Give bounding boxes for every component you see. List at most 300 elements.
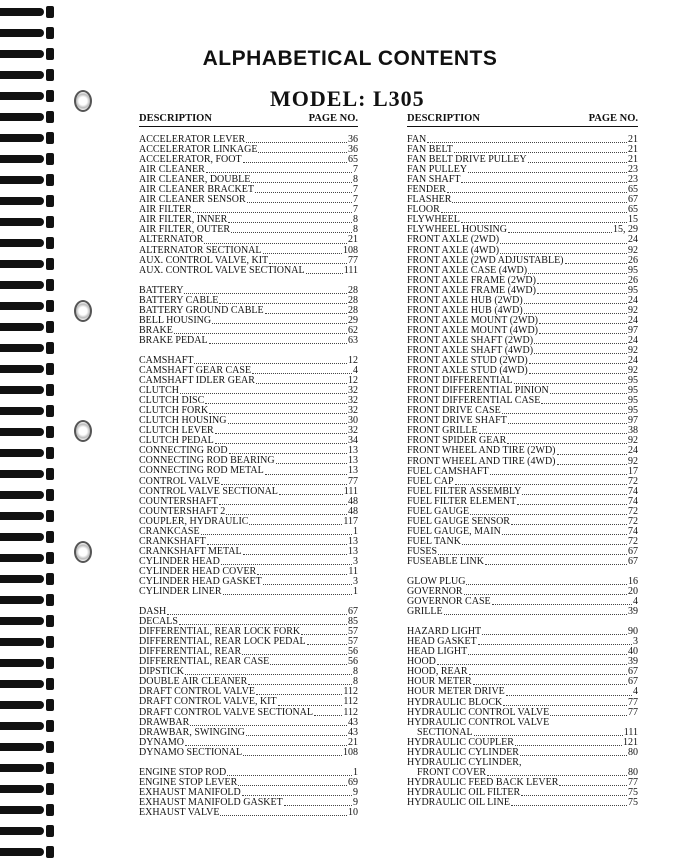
entry-description: FUEL FILTER ELEMENT [407, 495, 517, 507]
coil-hole [46, 384, 54, 396]
binding-coil [0, 132, 56, 144]
binding-coil [0, 762, 56, 774]
entry-page-number: 39 [628, 606, 638, 618]
dot-leader [252, 373, 352, 374]
entry-page-number: 85 [348, 616, 358, 628]
dot-leader [514, 383, 627, 384]
entry-page-number: 32 [348, 405, 358, 417]
binding-coil [0, 783, 56, 795]
coil-wire [0, 680, 44, 688]
entry-description: DRAFT CONTROL VALVE SECTIONAL [139, 706, 313, 718]
coil-hole [46, 615, 54, 627]
entry-page-number: 13 [348, 465, 358, 477]
entry-page-number: 80 [628, 766, 638, 778]
dot-leader [212, 323, 347, 324]
entry-description: HOUR METER DRIVE [407, 686, 505, 698]
entry-page-number: 34 [348, 435, 358, 447]
entry-page-number: 3 [353, 575, 358, 587]
entry-page-number: 9 [353, 796, 358, 808]
entry-page-number: 32 [348, 425, 358, 437]
dot-leader [438, 554, 627, 555]
entry-page-number: 23 [628, 174, 638, 186]
binding-coil [0, 174, 56, 186]
binding-coil [0, 321, 56, 333]
entry-description: CYLINDER HEAD [139, 555, 220, 567]
binding-coil [0, 804, 56, 816]
dot-leader [209, 343, 347, 344]
coil-hole [46, 342, 54, 354]
binding-coil [0, 594, 56, 606]
entry-description: FUEL CAP [407, 475, 454, 487]
binding-coil [0, 6, 56, 18]
index-entry [139, 587, 358, 597]
dot-leader [537, 293, 627, 294]
entry-page-number: 57 [348, 626, 358, 638]
dot-leader [454, 152, 627, 153]
coil-hole [46, 111, 54, 123]
dot-leader [219, 504, 347, 505]
page-title: ALPHABETICAL CONTENTS [202, 47, 498, 70]
dot-leader [490, 474, 627, 475]
dot-leader [520, 755, 627, 756]
binding-coil [0, 258, 56, 270]
dot-leader [248, 684, 352, 685]
entry-page-number: 67 [628, 676, 638, 688]
entry-description: COUNTERSHAFT [139, 495, 218, 507]
entry-description: HOOD, REAR [407, 666, 468, 678]
entry-description: ACCELERATOR, FOOT [139, 154, 242, 166]
entry-page-number: 21 [348, 234, 358, 246]
index-list-left [139, 135, 358, 818]
entry-page-number: 4 [353, 364, 358, 376]
entry-page-number: 7 [353, 204, 358, 216]
entry-description: AIR FILTER, OUTER [139, 224, 231, 236]
coil-wire [0, 176, 44, 184]
entry-page-number: 108 [343, 244, 358, 256]
entry-page-number: 32 [348, 385, 358, 397]
entry-description: FUSEABLE LINK [407, 555, 484, 567]
coil-hole [46, 363, 54, 375]
coil-wire [0, 239, 44, 247]
entry-description: AUX. CONTROL VALVE, KIT [139, 254, 269, 266]
dot-leader [255, 192, 352, 193]
entry-description: CONTROL VALVE SECTIONAL [139, 485, 278, 497]
entry-page-number: 72 [628, 505, 638, 517]
index-column-left [139, 113, 358, 818]
coil-wire [0, 512, 44, 520]
entry-page-number: 67 [628, 545, 638, 557]
entry-description: EXHAUST MANIFOLD GASKET [139, 796, 283, 808]
entry-page-number: 21 [628, 134, 638, 145]
coil-wire [0, 491, 44, 499]
entry-description: GOVERNOR [407, 586, 463, 598]
entry-description: CONTROL VALVE [139, 475, 220, 487]
dot-leader [521, 795, 627, 796]
dot-leader [223, 594, 353, 595]
dot-leader [185, 745, 347, 746]
entry-description: HYDRAULIC COUPLER [407, 736, 514, 748]
coil-hole [46, 552, 54, 564]
index-entry [139, 235, 358, 245]
entry-description: BATTERY GROUND CABLE [139, 304, 264, 316]
coil-wire [0, 302, 44, 310]
entry-page-number: 77 [628, 706, 638, 718]
dot-leader [184, 293, 347, 294]
entry-page-number: 92 [628, 455, 638, 467]
entry-description: ACCELERATOR LEVER [139, 134, 246, 145]
entry-page-number: 95 [628, 284, 638, 296]
entry-page-number: 112 [343, 706, 358, 718]
entry-description: HYDRAULIC FEED BACK LEVER [407, 776, 559, 788]
coil-hole [46, 804, 54, 816]
dot-leader [482, 634, 627, 635]
entry-description: FRONT GRILLE [407, 425, 478, 437]
coil-wire [0, 743, 44, 751]
coil-wire [0, 155, 44, 163]
dot-leader [206, 172, 352, 173]
coil-hole [46, 426, 54, 438]
entry-page-number: 1 [353, 525, 358, 537]
binding-coil [0, 825, 56, 837]
entry-description: FUSES [407, 545, 438, 557]
entry-description: CLUTCH [139, 385, 179, 397]
entry-page-number: 21 [348, 736, 358, 748]
dot-leader [270, 664, 347, 665]
dot-leader [226, 514, 347, 515]
entry-page-number: 95 [628, 264, 638, 276]
entry-page-number: 111 [623, 726, 638, 738]
coil-hole [46, 489, 54, 501]
dot-leader [258, 152, 347, 153]
dot-leader [243, 162, 347, 163]
entry-description: FRONT AXLE MOUNT (4WD) [407, 324, 539, 336]
entry-description: CYLINDER HEAD GASKET [139, 575, 262, 587]
entry-description: DIFFERENTIAL, REAR CASE [139, 656, 270, 668]
dot-leader [524, 313, 627, 314]
entry-page-number: 8 [353, 676, 358, 688]
coil-hole [46, 300, 54, 312]
entry-description: FAN BELT DRIVE PULLEY [407, 154, 527, 166]
binding-coil [0, 510, 56, 522]
entry-description: HOOD [407, 656, 436, 668]
dot-leader [427, 142, 627, 143]
entry-page-number: 117 [343, 515, 358, 527]
dot-leader [263, 253, 342, 254]
coil-hole [46, 657, 54, 669]
entry-description: HYDRAULIC CONTROL VALVE [407, 716, 550, 728]
entry-page-number: 15, 29 [613, 224, 638, 236]
coil-hole [46, 321, 54, 333]
entry-page-number: 75 [628, 797, 638, 808]
entry-description: FUEL TANK [407, 535, 461, 547]
dot-leader [441, 212, 627, 213]
entry-description: ALTERNATOR [139, 234, 204, 246]
entry-description: HEAD GASKET [407, 636, 477, 648]
entry-page-number: 90 [628, 626, 638, 638]
dot-leader [263, 584, 352, 585]
dot-leader [229, 453, 347, 454]
dot-leader [469, 674, 627, 675]
entry-page-number: 20 [628, 586, 638, 598]
entry-page-number: 77 [628, 696, 638, 708]
coil-wire [0, 806, 44, 814]
entry-page-number: 95 [628, 375, 638, 387]
entry-page-number: 92 [628, 344, 638, 356]
binding-coil [0, 447, 56, 459]
dot-leader [479, 433, 627, 434]
dot-leader [220, 815, 347, 816]
entry-page-number: 40 [628, 646, 638, 658]
entry-page-number: 43 [348, 726, 358, 738]
entry-description: ACCELERATOR LINKAGE [139, 144, 258, 156]
dot-leader [256, 694, 342, 695]
entry-description: FRONT AXLE SHAFT (4WD) [407, 344, 534, 356]
entry-page-number: 8 [353, 666, 358, 678]
entry-description: FRONT DRIVE SHAFT [407, 415, 507, 427]
entry-description: FRONT AXLE STUD (2WD) [407, 355, 528, 367]
coil-wire [0, 407, 44, 415]
entry-page-number: 39 [628, 656, 638, 668]
punch-hole [74, 420, 92, 442]
dot-leader [537, 283, 627, 284]
punch-hole [74, 90, 92, 112]
entry-page-number: 95 [628, 395, 638, 407]
binding-coil [0, 405, 56, 417]
entry-description: DRAFT CONTROL VALVE [139, 686, 255, 698]
dot-leader [205, 403, 347, 404]
coil-hole [46, 153, 54, 165]
entry-page-number: 23 [628, 164, 638, 176]
dot-leader [539, 333, 627, 334]
entry-description: HYDRAULIC CONTROL VALVE [407, 706, 550, 718]
entry-page-number: 69 [348, 776, 358, 788]
coil-wire [0, 701, 44, 709]
entry-page-number: 8 [353, 174, 358, 186]
entry-page-number: 48 [348, 495, 358, 507]
entry-page-number: 26 [628, 254, 638, 266]
entry-page-number: 11 [348, 565, 358, 577]
entry-page-number: 67 [348, 606, 358, 618]
entry-page-number: 48 [348, 505, 358, 517]
binding-coil [0, 699, 56, 711]
entry-description: HAZARD LIGHT [407, 626, 482, 638]
dot-leader [179, 624, 347, 625]
entry-page-number: 111 [343, 264, 358, 276]
entry-description: HOUR METER [407, 676, 472, 688]
entry-page-number: 10 [348, 806, 358, 818]
dot-leader [242, 795, 352, 796]
index-entry [407, 798, 638, 808]
dot-leader [507, 443, 627, 444]
index-entry [407, 557, 638, 567]
entry-description: DECALS [139, 616, 178, 628]
coil-hole [46, 636, 54, 648]
entry-description: DIFFERENTIAL, REAR LOCK PEDAL [139, 636, 306, 648]
entry-page-number: 30 [348, 415, 358, 427]
coil-hole [46, 741, 54, 753]
entry-page-number: 65 [628, 184, 638, 196]
coil-hole [46, 531, 54, 543]
entry-page-number: 15 [628, 214, 638, 226]
coil-wire [0, 554, 44, 562]
dot-leader [455, 484, 627, 485]
entry-description: COUNTERSHAFT 2 [139, 505, 226, 517]
punch-hole [74, 300, 92, 322]
entry-description: FLYWHEEL HOUSING [407, 224, 508, 236]
dot-leader [228, 423, 348, 424]
entry-description: CAMSHAFT GEAR CASE [139, 364, 252, 376]
dot-leader [511, 805, 627, 806]
entry-description: FAN BELT [407, 144, 453, 156]
page-no-header: PAGE NO. [308, 113, 358, 124]
entry-description: HYDRAULIC OIL LINE [407, 797, 510, 808]
dot-leader [256, 383, 347, 384]
binding-coil [0, 741, 56, 753]
coil-wire [0, 344, 44, 352]
entry-description: CRANKCASE [139, 525, 200, 537]
index-entry [407, 537, 638, 547]
entry-description: ENGINE STOP ROD [139, 766, 227, 778]
coil-hole [46, 6, 54, 18]
binding-coil [0, 657, 56, 669]
dot-leader [247, 202, 352, 203]
dot-leader [559, 785, 627, 786]
entry-page-number: 72 [628, 535, 638, 547]
dot-leader [246, 142, 347, 143]
entry-description: AIR CLEANER, DOUBLE [139, 174, 251, 186]
coil-wire [0, 722, 44, 730]
dot-leader [194, 363, 347, 364]
coil-wire [0, 134, 44, 142]
binding-coil [0, 27, 56, 39]
entry-page-number: 72 [628, 515, 638, 527]
index-entry [139, 336, 358, 346]
coil-hole [46, 846, 54, 858]
coil-wire [0, 596, 44, 604]
entry-page-number: 4 [633, 686, 638, 698]
dot-leader [461, 222, 627, 223]
dot-leader [276, 463, 347, 464]
entry-page-number: 72 [628, 475, 638, 487]
entry-description: DIFFERENTIAL, REAR LOCK FORK [139, 626, 301, 638]
entry-page-number: 75 [628, 786, 638, 798]
dot-leader [209, 413, 347, 414]
coil-wire [0, 533, 44, 541]
entry-page-number: 7 [353, 194, 358, 206]
entry-page-number: 12 [348, 375, 358, 387]
dot-leader [541, 403, 627, 404]
dot-leader [257, 574, 347, 575]
entry-description: BATTERY [139, 284, 184, 296]
entry-description: HEAD LIGHT [407, 646, 468, 658]
column-header [139, 113, 358, 127]
coil-hole [46, 174, 54, 186]
entry-description: FAN PULLEY [407, 164, 468, 176]
index-entry [139, 466, 358, 476]
entry-page-number: 16 [628, 576, 638, 588]
coil-wire [0, 575, 44, 583]
binding-coil [0, 237, 56, 249]
entry-page-number: 74 [628, 485, 638, 497]
entry-page-number: 57 [348, 636, 358, 648]
entry-description: FRONT AXLE (2WD ADJUSTABLE) [407, 254, 564, 266]
dot-leader [284, 805, 352, 806]
entry-description: FUEL GAUGE [407, 505, 470, 517]
entry-page-number: 67 [628, 555, 638, 567]
entry-page-number: 74 [628, 525, 638, 537]
binding-coil [0, 531, 56, 543]
coil-wire [0, 71, 44, 79]
dot-leader [517, 504, 627, 505]
index-column-right [407, 113, 638, 808]
dot-leader [227, 775, 352, 776]
entry-description: AIR FILTER, INNER [139, 214, 228, 226]
entry-description: CLUTCH LEVER [139, 425, 214, 437]
dot-leader [529, 373, 627, 374]
entry-page-number: 32 [348, 395, 358, 407]
entry-description: FRONT DIFFERENTIAL PINION [407, 385, 549, 397]
dot-leader [278, 705, 343, 706]
entry-page-number: 36 [348, 134, 358, 145]
coil-hole [46, 258, 54, 270]
entry-description: ENGINE STOP LEVER [139, 776, 238, 788]
entry-page-number: 108 [343, 746, 358, 758]
coil-hole [46, 405, 54, 417]
dot-leader [185, 674, 352, 675]
coil-wire [0, 827, 44, 835]
dot-leader [534, 343, 627, 344]
entry-page-number: 112 [343, 696, 358, 708]
description-header: DESCRIPTION [407, 113, 480, 124]
dot-leader [265, 474, 347, 475]
dot-leader [473, 684, 627, 685]
binding-coil [0, 552, 56, 564]
entry-description: DYNAMO [139, 736, 184, 748]
dot-leader [500, 253, 627, 254]
entry-description: FRONT COVER [417, 766, 486, 778]
coil-wire [0, 281, 44, 289]
entry-page-number: 24 [628, 294, 638, 306]
coil-hole [46, 447, 54, 459]
entry-description: SECTIONAL [417, 726, 473, 738]
binding-coil [0, 216, 56, 228]
entry-description: FRONT AXLE STUD (4WD) [407, 365, 528, 377]
entry-description: CRANKSHAFT METAL [139, 545, 242, 557]
dot-leader [238, 785, 347, 786]
entry-page-number: 63 [348, 334, 358, 346]
dot-leader [468, 654, 627, 655]
index-entry [407, 446, 638, 456]
entry-page-number: 36 [348, 144, 358, 156]
dot-leader [539, 323, 627, 324]
dot-leader [550, 715, 627, 716]
entry-page-number: 67 [628, 194, 638, 206]
entry-description: DRAWBAR, SWINGING [139, 726, 245, 738]
dot-leader [487, 775, 627, 776]
entry-page-number: 74 [628, 495, 638, 507]
entry-page-number: 65 [348, 154, 358, 166]
entry-description: DRAFT CONTROL VALVE, KIT [139, 696, 277, 708]
entry-description: CYLINDER HEAD COVER [139, 565, 257, 577]
entry-page-number: 3 [353, 555, 358, 567]
entry-page-number: 77 [348, 254, 358, 266]
dot-leader [279, 494, 343, 495]
entry-description: FRONT AXLE (2WD) [407, 234, 500, 246]
entry-description: FLOOR [407, 204, 440, 216]
entry-description: CLUTCH FORK [139, 405, 209, 417]
binding-coil [0, 111, 56, 123]
dot-leader [557, 454, 627, 455]
